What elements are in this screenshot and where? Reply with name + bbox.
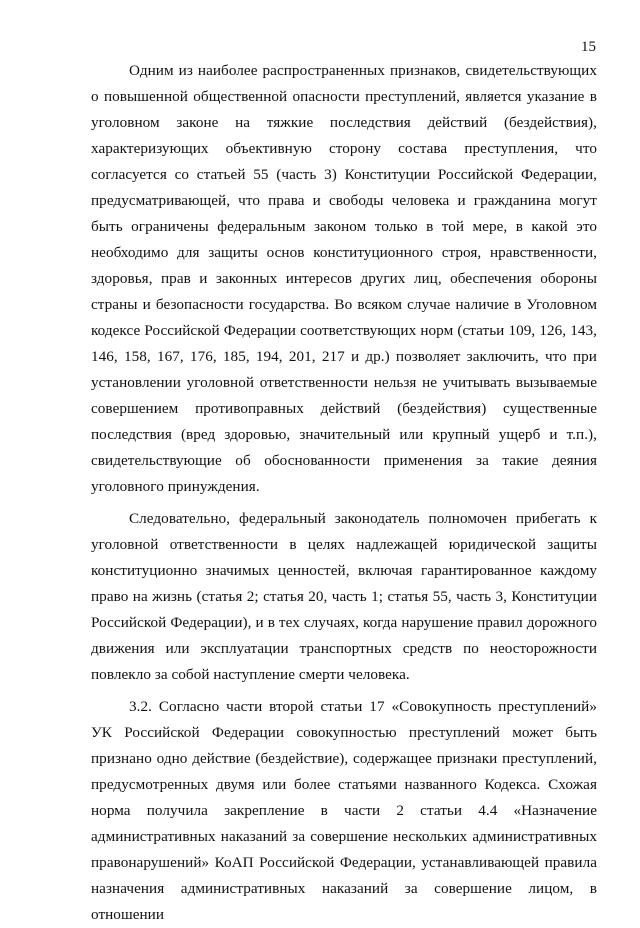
paragraph-legislator-authority: Следовательно, федеральный законодатель полномочен прибегать к уголовной ответственности в целях надлежащей юридической защиты конституционно значимых ценностей, включая гарантированное каждому право на жизнь (статья 2; статья 20, часть 1; статья 55, часть 3, Конституции Российской Федерации), и в тех случаях, когда нарушение правил дорожного движения или эксплуатации транспортных средств по неосторожности повлекло за собой наступление смерти человека. [91,510,597,683]
document-body [91,58,597,928]
paragraph-consequences: Одним из наиболее распространенных признаков, свидетельствующих о повышенной общественной опасности преступлений, является указание в уголовном законе на тяжкие последствия действий (бездействия), характеризующих объективную сторону состава преступления, что согласуется со статьей 55 (часть 3) Конституции Российской Федерации, предусматривающей, что права и свободы человека и гражданина могут быть ограничены федеральным законом только в той мере, в какой это необходимо для защиты основ конституционного строя, нравственности, здоровья, прав и законных интересов других лиц, обеспечения обороны страны и безопасности государства. Во всяком случае наличие в Уголовном кодексе Российской Федерации соответствующих норм (статьи 109, 126, 143, 146, 158, 167, 176, 185, 194, 201, 217 и др.) позволяет заключить, что при установлении уголовной ответственности нельзя не учитывать вызываемые совершением противоправных действий (бездействия) существенные последствия (вред здоровью, значительный или крупный ущерб и т.п.), свидетельствующие об обоснованности применения за такие деяния уголовного принуждения. [91,62,597,495]
paragraph-section-3-2: 3.2. Согласно части второй статьи 17 «Совокупность преступлений» УК Российской Федерации совокупностью преступлений может быть признано одно действие (бездействие), содержащее признаки преступлений, предусмотренных двумя или более статьями названного Кодекса. Схожая норма получила закрепление в части 2 статьи 4.4 «Назначение административных наказаний за совершение нескольких административных правонарушений» КоАП Российской Федерации, устанавливающей правила назначения административных наказаний за совершение лицом, в отношении [91,698,597,923]
page-number: 15 [581,39,596,55]
